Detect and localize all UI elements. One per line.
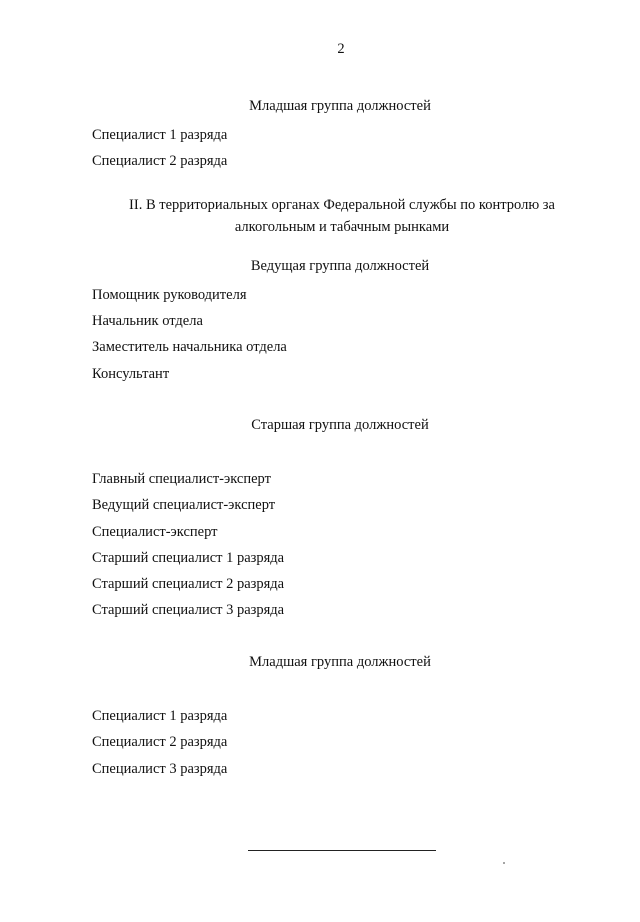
section-title: [92, 194, 592, 238]
group-heading-leading: Ведущая группа должностей: [250, 258, 430, 274]
position-item: Специалист 3 разряда: [92, 761, 228, 777]
position-item: Начальник отдела: [92, 313, 203, 329]
end-divider-line: [248, 850, 436, 851]
position-item: Старший специалист 3 разряда: [92, 602, 285, 618]
position-item: Специалист-эксперт: [92, 524, 218, 540]
position-item: Помощник руководителя: [92, 287, 247, 303]
position-item: Главный специалист-эксперт: [92, 471, 271, 487]
group-heading-senior: Старшая группа должностей: [251, 417, 429, 433]
group-heading-junior: Младшая группа должностей: [249, 98, 431, 114]
position-item: Старший специалист 2 разряда: [92, 576, 285, 592]
position-item: Специалист 1 разряда: [92, 127, 228, 143]
group-heading-junior-territorial: Младшая группа должностей: [249, 654, 431, 670]
position-item: Заместитель начальника отдела: [92, 339, 287, 355]
position-item: Специалист 1 разряда: [92, 708, 228, 724]
position-item: Консультант: [92, 366, 170, 382]
section-title-line-2: алкогольным и табачным рынками: [234, 219, 450, 235]
page-number: 2: [337, 41, 345, 57]
section-title-line-1: II. В территориальных органах Федеральной службы по контролю за: [129, 197, 555, 213]
position-item: Специалист 2 разряда: [92, 734, 228, 750]
position-item: Ведущий специалист-эксперт: [92, 497, 276, 513]
scan-speck: [503, 862, 505, 864]
position-item: Старший специалист 1 разряда: [92, 550, 285, 566]
position-item: Специалист 2 разряда: [92, 153, 228, 169]
